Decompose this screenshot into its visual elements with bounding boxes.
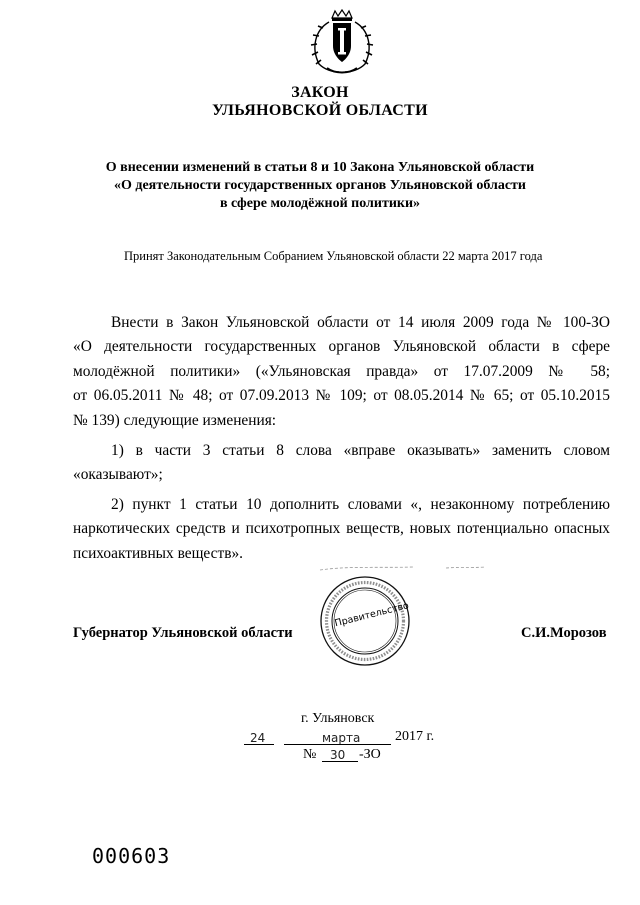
title-line-2: УЛЬЯНОВСКОЙ ОБЛАСТИ xyxy=(212,102,428,119)
p2-line-1 xyxy=(73,439,610,463)
signature-scribble xyxy=(318,556,488,576)
p2-line-2: «оказывают»; xyxy=(73,466,163,484)
body-paragraph-1 xyxy=(73,311,610,433)
p1-line-3: молодёжной политики» («Ульяновская правда» от 17.07.2009 № 58; xyxy=(73,362,610,380)
subject-line-2: «О деятельности государственных органов Ульяновской области xyxy=(113,178,526,193)
date-month-field xyxy=(284,729,391,746)
governor-name: С.И.Морозов xyxy=(521,625,607,641)
number-prefix: № xyxy=(303,747,317,762)
p2-line-1-text: 1) в части 3 статьи 8 слова «вправе оказывать» заменить словом xyxy=(111,442,610,459)
p3-line-1-text: 2) пункт 1 статьи 10 дополнить словами «, незаконному потреблению xyxy=(111,496,610,513)
law-number: 30 xyxy=(330,748,346,762)
p1-line-1 xyxy=(73,311,610,335)
official-seal-stamp xyxy=(318,574,412,668)
date-month-underline xyxy=(284,744,391,745)
p3-line-3: психоактивных веществ». xyxy=(73,544,244,562)
law-number-underline xyxy=(322,761,358,762)
adoption-note: Принят Законодательным Собранием Ульяновской области 22 марта 2017 года xyxy=(124,249,543,263)
law-subject xyxy=(0,159,640,213)
number-suffix: -ЗО xyxy=(359,747,381,762)
registration-number: 000603 xyxy=(92,844,171,868)
p3-line-2: наркотических средств и психотропных веществ, новых потенциально опасных xyxy=(73,520,610,538)
body-paragraph-2 xyxy=(73,439,610,488)
city: г. Ульяновск xyxy=(301,711,375,726)
p1-line-1-text: Внести в Закон Ульяновской области от 14 июля 2009 года № 100-ЗО xyxy=(111,314,610,331)
coat-of-arms-icon xyxy=(301,8,383,76)
date-day-field xyxy=(244,729,274,746)
p1-line-4: от 06.05.2011 № 48; от 07.09.2013 № 109; от 08.05.2014 № 65; от 05.10.2015 xyxy=(73,387,610,405)
date-day: 24 xyxy=(250,731,266,745)
date-month: марта xyxy=(322,731,361,745)
seal-center-text: Правительство xyxy=(333,600,410,630)
p1-line-5: № 139) следующие изменения: xyxy=(73,411,277,429)
subject-line-3: в сфере молодёжной политики» xyxy=(219,196,421,211)
p1-line-2: «О деятельности государственных органов Ульяновской области в сфере xyxy=(73,338,610,356)
p3-line-1 xyxy=(73,493,610,517)
date-day-underline xyxy=(244,744,274,745)
subject-line-1: О внесении изменений в статьи 8 и 10 Закона Ульяновской области xyxy=(105,160,535,175)
document-type-title xyxy=(0,84,640,120)
title-line-1: ЗАКОН xyxy=(291,84,349,101)
governor-position: Губернатор Ульяновской области xyxy=(73,625,293,641)
law-number-field xyxy=(322,746,358,763)
date-year: 2017 г. xyxy=(395,729,435,744)
